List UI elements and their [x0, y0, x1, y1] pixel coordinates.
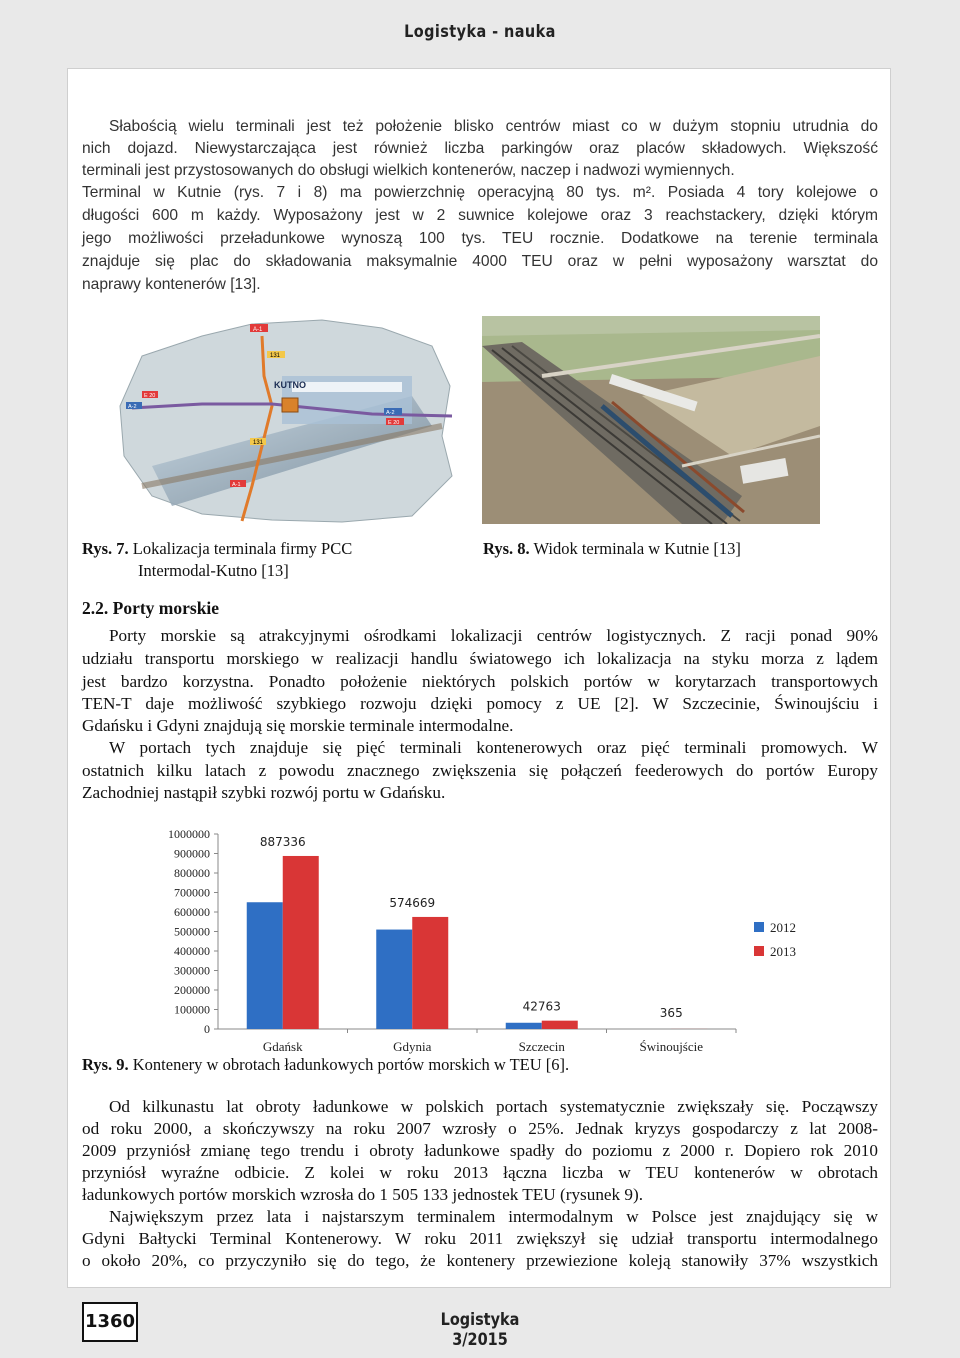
text-line: Zachodniej nastąpił szybki rozwój portu w Gdańsku. [82, 783, 446, 802]
page-number: 1360 [82, 1302, 138, 1342]
caption-text: Lokalizacja terminala firmy PCC [132, 539, 353, 558]
y-tick-label: 800000 [174, 866, 210, 880]
figure-7-map [112, 316, 456, 526]
text-line: TEN-T daje możliwość szybkiego rozwoju dzięki pomocy z UE [2]. W Szczecinie, Świnoujściu i [82, 694, 878, 713]
text-line: Słabością wielu terminali jest też położenie blisko centrów miast co w dużym stopniu utrudnia do [109, 118, 878, 135]
map-label: A-1 [232, 482, 241, 488]
text-line: o około 20%, co przyczyniło się do tego, że kontenery przewiezione koleją stanowiły 37% wszystkich [82, 1251, 878, 1270]
y-tick-label: 100000 [174, 1002, 210, 1017]
kutno-location-map [112, 316, 456, 526]
map-label: 131 [270, 353, 281, 359]
figure-9-caption [82, 1054, 569, 1076]
y-tick-label: 1000000 [168, 827, 210, 841]
y-tick-label: 600000 [174, 905, 210, 919]
text-line: nich dojazd. Niewystarczająca jest również liczba parkingów oraz placów składowych. Większość [82, 140, 878, 157]
bar-2013-0 [283, 856, 319, 1029]
journal-name: Logistyka 3/2015 [440, 1310, 520, 1350]
text-line: Gdańsku i Gdyni znajdują się morskie terminale intermodalne. [82, 716, 514, 735]
section-heading: 2.2. Porty morskie [82, 598, 220, 618]
caption-text: Kontenery w obrotach ładunkowych portów morskich w TEU [6]. [132, 1055, 570, 1074]
data-label: 42763 [522, 999, 561, 1014]
bar-2013-1 [412, 917, 448, 1029]
text-line: Porty morskie są atrakcyjnymi ośrodkami lokalizacji centrów logistycznych. Z racji ponad 90% [109, 626, 878, 645]
map-label: A-1 [253, 327, 263, 333]
text-line: naprawy kontenerów [13]. [82, 276, 261, 293]
text-line: od roku 2000, a skończywszy na roku 2007 wzrosły o 25%. Jednak kryzys gospodarczy z lat 2008- [82, 1119, 878, 1138]
text-line: terminali jest przystosowanych do obsługi wielkich kontenerów, naczep i nadwozi wymiennych. [82, 162, 735, 179]
category-label: Szczecin [518, 1039, 565, 1054]
bar-2012-2 [506, 1023, 542, 1029]
map-label: A-2 [128, 404, 137, 410]
caption-text: Widok terminala w Kutnie [13] [533, 539, 741, 558]
map-label: KUTNO [274, 380, 306, 390]
bar-2013-2 [542, 1021, 578, 1029]
text-line: Od kilkunastu lat obroty ładunkowe w polskich portach systematycznie zwiększały się. Począwszy [109, 1097, 878, 1116]
category-label: Gdynia [393, 1039, 432, 1054]
text-line: znajduje się plac do składowania maksymalnie 4000 TEU oraz w pełni wyposażony warsztat do [82, 253, 878, 270]
legend-swatch-2013 [754, 946, 764, 956]
container-turnover-chart [140, 822, 820, 1062]
text-line: przyniósł wyraźne odbicie. Z kolei w roku 2013 łączna liczba w TEU kontenerów w obrotach [82, 1163, 878, 1182]
text-line: długości 600 m każdy. Wyposażony jest w 2 suwnice kolejowe oraz 3 reachstackery, dzięki którym [82, 207, 878, 224]
text-line: ostatnich kilku latach z powodu znacznego zwiększenia się połączeń feederowych do portów Europy [82, 761, 878, 780]
data-label: 365 [659, 1006, 683, 1020]
category-label: Świnoujście [639, 1039, 704, 1054]
text-line: jego możliwości przeładunkowe wynoszą 100 tys. TEU rocznie. Dodatkowe na terenie terminala [82, 230, 878, 247]
data-label: 887336 [259, 834, 306, 849]
text-line: udziału transportu morskiego w realizacji handlu światowego ich lokalizacja na styku morza z lądem [82, 649, 878, 668]
legend-label: 2013 [770, 944, 796, 959]
caption-label: Rys. 7. [82, 539, 129, 558]
text-line: jest bardzo korzystna. Ponadto położenie niektórych polskich portów w korytarzach transportowych [82, 672, 878, 691]
y-tick-label: 0 [204, 1022, 210, 1036]
text-line: Największym przez lata i najstarszym terminalem intermodalnym w Polsce jest znajdujący się w [109, 1207, 878, 1226]
figure-7-caption-line2: Intermodal-Kutno [13] [138, 561, 289, 580]
bar-2012-1 [376, 930, 412, 1029]
text-line: Terminal w Kutnie (rys. 7 i 8) ma powierzchnię operacyjną 80 tys. m². Posiada 4 tory kolejowe o [82, 184, 878, 201]
map-label: E 20 [388, 420, 400, 426]
y-tick-label: 500000 [174, 924, 210, 939]
text-line: Gdyni Bałtycki Terminal Kontenerowy. W roku 2011 zwiększył się udział transportu intermodalnego [82, 1229, 878, 1248]
y-tick-label: 300000 [174, 963, 210, 978]
y-tick-label: 200000 [174, 983, 210, 997]
text-line: 2009 przyniósł zmianę tego trendu i obroty ładunkowe spadły do poziomu z 2000 r. Dopiero rok 2010 [82, 1141, 878, 1160]
caption-label: Rys. 8. [483, 539, 530, 558]
y-tick-label: 400000 [174, 944, 210, 958]
running-header: Logistyka - nauka [404, 22, 556, 42]
caption-label: Rys. 9. [82, 1055, 129, 1074]
legend-label: 2012 [770, 920, 796, 935]
map-label: A-2 [386, 410, 395, 416]
figure-8-aerial-photo [482, 316, 820, 524]
category-label: Gdańsk [262, 1039, 303, 1054]
map-label: 131 [253, 440, 264, 446]
figure-7-caption [82, 538, 352, 560]
y-tick-label: 700000 [174, 885, 210, 900]
text-line: W portach tych znajduje się pięć terminali kontenerowych oraz pięć terminali promowych. W [109, 738, 878, 757]
map-label: E 20 [144, 393, 156, 399]
figure-8-caption [483, 538, 741, 560]
kutno-marker [282, 398, 298, 412]
terminal-aerial-view [482, 316, 820, 524]
bar-2012-0 [247, 902, 283, 1029]
y-tick-label: 900000 [174, 846, 210, 861]
data-label: 574669 [389, 895, 436, 910]
legend-swatch-2012 [754, 922, 764, 932]
text-line: ładunkowych portów morskich wzrosła do 1 505 133 jednostek TEU (rysunek 9). [82, 1185, 644, 1204]
